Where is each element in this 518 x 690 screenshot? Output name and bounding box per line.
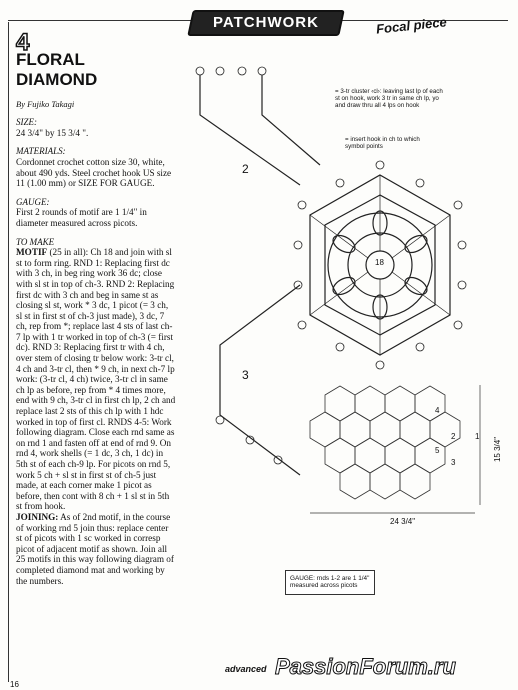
gauge-heading: GAUGE:: [16, 196, 50, 207]
watermark: PassionForum.ru: [275, 654, 456, 679]
gauge-text: First 2 rounds of motif are 1 1/4" in diameter measured across picots.: [16, 207, 147, 228]
layout-num-4: 4: [435, 406, 440, 415]
materials-heading: MATERIALS:: [16, 146, 66, 157]
picot-loops: [196, 67, 466, 464]
page-number: 16: [10, 680, 19, 689]
make-heading: TO MAKE: [16, 236, 55, 247]
advanced-badge: advanced: [225, 664, 267, 674]
legend-insert-text: = insert hook in ch to which symbol points: [345, 136, 420, 151]
layout-num-5: 5: [435, 446, 440, 455]
section-title: PATCHWORK: [213, 14, 319, 31]
legend-cluster-text: = 3-tr cluster ‹cl›: leaving last lp of each st on hook, work 3 tr in same ch lp, yo and draw thru all 4 lps on hook: [335, 88, 443, 110]
motif-arm-lower: [220, 285, 300, 475]
size-heading: SIZE:: [16, 117, 37, 128]
motif-text: (25 in all): Ch 18 and join with sl st to form ring. RND 1: Replacing first dc with 3 ch, in beg ring work 36 dc; close with sl st in top of ch-3. RND 2: Replacing first dc with 3 ch and beg in same st as closing sl st, work * 3 dc, 1 picot (= 3 ch, sl st in first st of ch-3 just made), 3 dc, 7 ch, rep from *; replace last 4 sts of last ch-7 lp with 1 tr worked in top of ch-3 (= first dc). RND 3: Replacing first tr with 4 ch, over stem of closing tr below work: 3-tr cl, 4 ch and 3-tr cl, then * 9 ch, in next ch-7 lp work: (3-tr cl, 4 ch) twice, 3-tr cl in same ch lp as before, rep from * 4 times more, end with 9 ch, 3-tr cl in first ch lp, 2 ch and replace last 2 sts of this ch lp with 1 hdc worked in top of first cl. RNDS 4-5: Work following diagram. Close each rnd same as on rnd 1 and fasten off at end of rnd 9. On rnd 4, work shells (= 1 dc, 3 ch, 1 dc) in 5th st of each ch-9 lp. For picots on rnd 5, work 5 ch + sl st in first st of ch-5 just made, at each corner make 1 picot as before, then cont with 8 ch + 1 sl st in 5th st from hook.: [16, 247, 176, 512]
pattern-number: 4: [16, 29, 30, 56]
gauge-note-box: [285, 570, 375, 595]
layout-hex-grid: [310, 386, 460, 499]
size-text: 24 3/4" by 15 3/4 ".: [16, 127, 89, 138]
crochet-diagram: [150, 55, 510, 575]
motif-lead: MOTIF: [16, 247, 48, 258]
joining-text: As of 2nd motif, in the course of working rnd 5 join thus: replace center st of picots with 1 sc worked in corresp picot of adjacent motif as shown. Join all 25 motifs in this way following diagram of completed diamond mat and working by the numbers.: [16, 511, 174, 586]
legend-cluster: [335, 88, 445, 110]
height-label: 15 3/4": [493, 436, 503, 463]
layout-num-1: 1: [475, 432, 480, 441]
legend-insert: [345, 136, 435, 150]
pattern-title-line2: DIAMOND: [16, 69, 98, 89]
motif-label-2: 2: [242, 162, 249, 176]
byline: By Fujiko Takagi: [16, 98, 75, 109]
center-ring-label: 18: [375, 258, 384, 267]
pattern-title-line1: FLORAL: [16, 49, 85, 69]
section-banner: [187, 10, 345, 36]
motif-arm-upper: [200, 75, 300, 185]
width-label: 24 3/4": [390, 517, 416, 526]
motif-arm-upper-2: [262, 75, 320, 165]
joining-lead: JOINING:: [16, 511, 59, 522]
layout-num-3: 3: [451, 458, 456, 467]
gauge-note: GAUGE: rnds 1-2 are 1 1/4" measured across picots: [290, 575, 370, 590]
materials-text: Cordonnet crochet cotton size 30, white, about 490 yds. Steel crochet hook US size 11 (1.00 mm) or SIZE FOR GAUGE.: [16, 156, 172, 189]
layout-num-2: 2: [451, 432, 456, 441]
focal-label: Focal piece: [375, 14, 448, 37]
left-margin-rule: [8, 22, 9, 682]
motif-label-3: 3: [242, 368, 249, 382]
